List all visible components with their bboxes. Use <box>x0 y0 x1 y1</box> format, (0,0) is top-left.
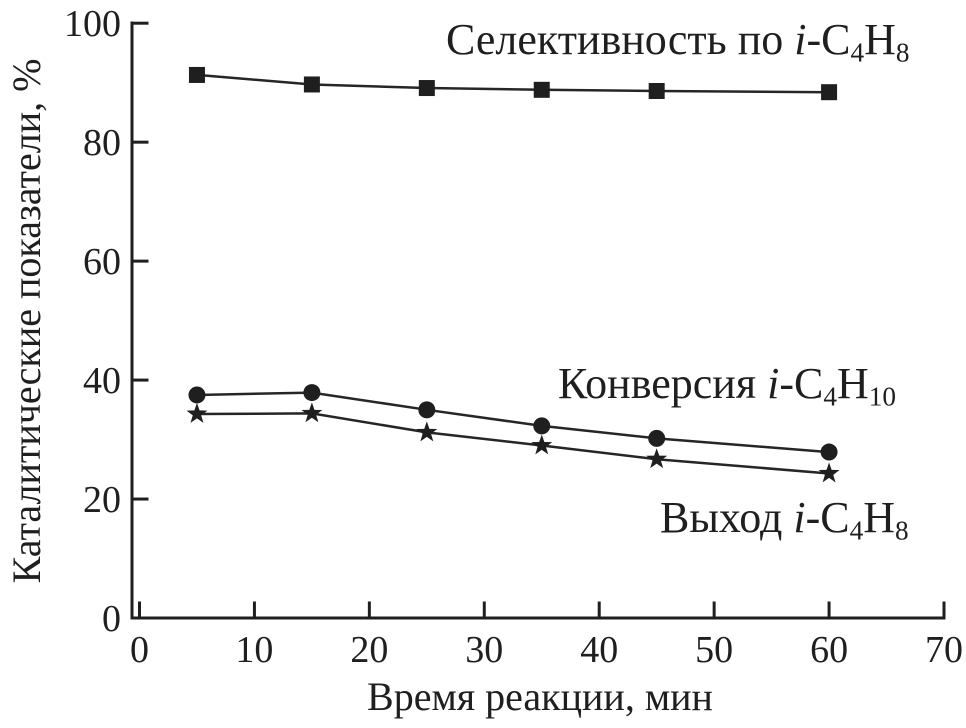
y-axis-title: Каталитические показатели, % <box>4 58 49 584</box>
circle-marker <box>821 444 838 461</box>
italic-i: i <box>793 493 806 542</box>
chem-sub: 8 <box>895 37 910 68</box>
x-tick-label-40: 40 <box>580 629 619 671</box>
chem-sub: 4 <box>850 37 865 68</box>
series-label-text: Выход <box>660 493 794 542</box>
circle-marker <box>188 386 205 403</box>
chem-c: -C <box>806 15 851 64</box>
x-tick-label-10: 10 <box>235 629 274 671</box>
square-marker <box>821 84 837 100</box>
series-label-text: Селективность по <box>446 15 795 64</box>
x-tick-label-60: 60 <box>810 629 849 671</box>
chem-sub: 4 <box>823 381 837 412</box>
series-label-yield <box>660 493 909 546</box>
x-tick-label-20: 20 <box>350 629 389 671</box>
series-label-selectivity <box>446 15 910 68</box>
square-marker <box>304 76 320 92</box>
chem-sub: 10 <box>868 381 896 412</box>
star-marker <box>646 448 667 468</box>
chem-c: -C <box>779 359 824 408</box>
circle-marker <box>418 401 435 418</box>
y-tick-label-40: 40 <box>83 359 121 402</box>
series-label-conversion <box>558 359 896 412</box>
x-tick-label-0: 0 <box>130 629 149 671</box>
chem-h: H <box>863 493 896 542</box>
x-tick-label-30: 30 <box>465 629 504 671</box>
star-marker <box>819 462 840 482</box>
y-tick-label-80: 80 <box>83 121 121 164</box>
chem-c: -C <box>805 493 850 542</box>
square-marker <box>649 83 665 99</box>
square-marker <box>534 82 550 98</box>
x-axis-title: Время реакции, мин <box>367 674 713 719</box>
y-tick-label-20: 20 <box>83 478 121 521</box>
chem-sub: 4 <box>849 515 864 546</box>
italic-i: i <box>767 359 780 408</box>
circle-marker <box>533 417 550 434</box>
square-marker <box>189 67 205 83</box>
chem-h: H <box>836 359 869 408</box>
x-tick-label-50: 50 <box>695 629 734 671</box>
series-label-text: Конверсия <box>558 359 768 408</box>
x-tick-label-70: 70 <box>925 629 963 671</box>
y-tick-label-0: 0 <box>102 597 121 640</box>
square-marker <box>419 80 435 96</box>
y-tick-label-100: 100 <box>64 2 121 45</box>
chem-h: H <box>864 15 896 64</box>
chem-sub: 8 <box>895 515 909 546</box>
circle-marker <box>648 430 665 447</box>
star-marker <box>187 403 208 423</box>
circle-marker <box>303 384 320 401</box>
series-line-square <box>197 75 829 92</box>
italic-i: i <box>794 15 807 64</box>
star-marker <box>416 421 437 441</box>
y-tick-label-60: 60 <box>83 240 121 283</box>
star-marker <box>301 402 322 422</box>
star-marker <box>531 435 552 455</box>
